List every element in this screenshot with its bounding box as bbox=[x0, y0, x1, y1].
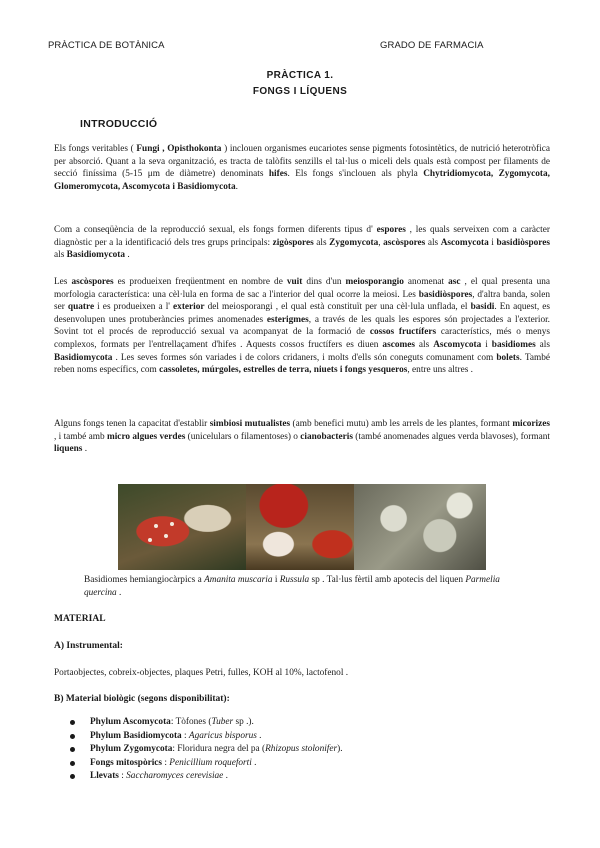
intro-paragraph-4: Alguns fongs tenen la capacitat d'establir simbiosi mutualistes (amb benefici mutu) amb les arrels de les plantes, formant micorizes , i també amb micro algues verdes (unicelulars o filamentoses) o cianobacteris (també anomenades algues verda blavoses), formant liquens . bbox=[54, 419, 550, 455]
title-line-2: FONGS I LÍQUENS bbox=[252, 86, 348, 97]
instrumental-list: Portaobjectes, cobreix-objectes, plaques Petri, fulles, KOH al 10%, lactofenol . bbox=[54, 668, 349, 678]
photo-parmelia-quercina bbox=[354, 484, 486, 570]
list-item: Phylum Ascomycota: Tòfones (Tuber sp .). bbox=[70, 716, 343, 730]
biologic-list bbox=[70, 716, 343, 784]
photo-russula bbox=[246, 484, 354, 570]
header-left: PRÀCTICA DE BOTÀNICA bbox=[48, 40, 165, 51]
bullet-icon bbox=[70, 761, 75, 766]
intro-heading: INTRODUCCIÓ bbox=[80, 118, 158, 130]
list-item: Llevats : Saccharomyces cerevisiae . bbox=[70, 770, 343, 784]
material-heading: MATERIAL bbox=[54, 614, 106, 624]
list-item: Phylum Zygomycota: Floridura negra del pa (Rhizopus stolonifer). bbox=[70, 743, 343, 757]
photo-caption: Basidiomes hemiangiocàrpics a Amanita muscaria i Russula sp . Tal·lus fèrtil amb apotecis del liquen Parmelia quercina . bbox=[84, 575, 500, 598]
intro-paragraph-3: Les ascòspores es produeixen freqüentment en nombre de vuit dins d'un meiosporangio anomenat asc , el qual presenta una morfologia característica: una cèl·lula en forma de sac a l'interior del qual ocorre la meiosi. Les basidiòspores, d'altra banda, solen ser quatre i es produeixen a l' exterior del meiosporangi , el qual està constituït per una cèl·lula unflada, el basidi. En aquest, es desenvolupen unes protuberàncies primes anomenades esterigmes, a través de les quals les espores són projectades a l'exterior. Sovint tot el procés de reproducció sexual va acompanyat de la formació de cossos fructífers característics, més o menys complexos, formats per l'entrellaçament d'hifes . Aquests cossos fructífers es diuen ascomes als Ascomycota i basidiomes als Basidiomycota . Les seves formes són variades i de colors cridaners, i molts d'ells són coneguts comunament com bolets. També reben noms específics, com cassoletes, múrgoles, estrelles de terra, niuets i fongs yesqueros, entre uns altres . bbox=[54, 277, 551, 376]
title-line-1: PRÀCTICA 1. bbox=[266, 70, 334, 81]
bullet-icon bbox=[70, 747, 75, 752]
list-item: Phylum Basidiomycota : Agaricus bisporus . bbox=[70, 730, 343, 744]
intro-paragraph-2: Com a conseqüència de la reproducció sexual, els fongs formen diferents tipus d' espores , les quals serveixen com a caràcter diagnòstic per a la identificació dels tres grups principals: zigòspores als Zygomycota, ascòspores als Ascomycota i basidiòspores als Basidiomycota . bbox=[54, 225, 550, 261]
document-title bbox=[0, 68, 600, 100]
photo-strip bbox=[118, 484, 486, 570]
bullet-icon bbox=[70, 734, 75, 739]
intro-paragraph-1: Els fongs veritables ( Fungi , Opisthokonta ) inclouen organismes eucariotes sense pigments fotosintètics, de nutrició heterotròfica per absorció. Quant a la seva organització, es tracta de talòfits senzills el tal·lus o miceli dels quals està compost per filaments de secció finíssima (5-15 μm de diàmetre) denominats hifes. Els fongs s'inclouen als phyla Chytridiomycota, Zygomycota, Glomeromycota, Ascomycota i Basidiomycota. bbox=[54, 144, 550, 192]
header-right: GRADO DE FARMACIA bbox=[380, 40, 484, 51]
biologic-heading: B) Material biològic (segons disponibilitat): bbox=[54, 694, 230, 704]
instrumental-heading: A) Instrumental: bbox=[54, 641, 123, 651]
bullet-icon bbox=[70, 720, 75, 725]
list-item: Fongs mitospòrics : Penicillium roqueforti . bbox=[70, 757, 343, 771]
bullet-icon bbox=[70, 774, 75, 779]
photo-amanita-muscaria bbox=[118, 484, 246, 570]
